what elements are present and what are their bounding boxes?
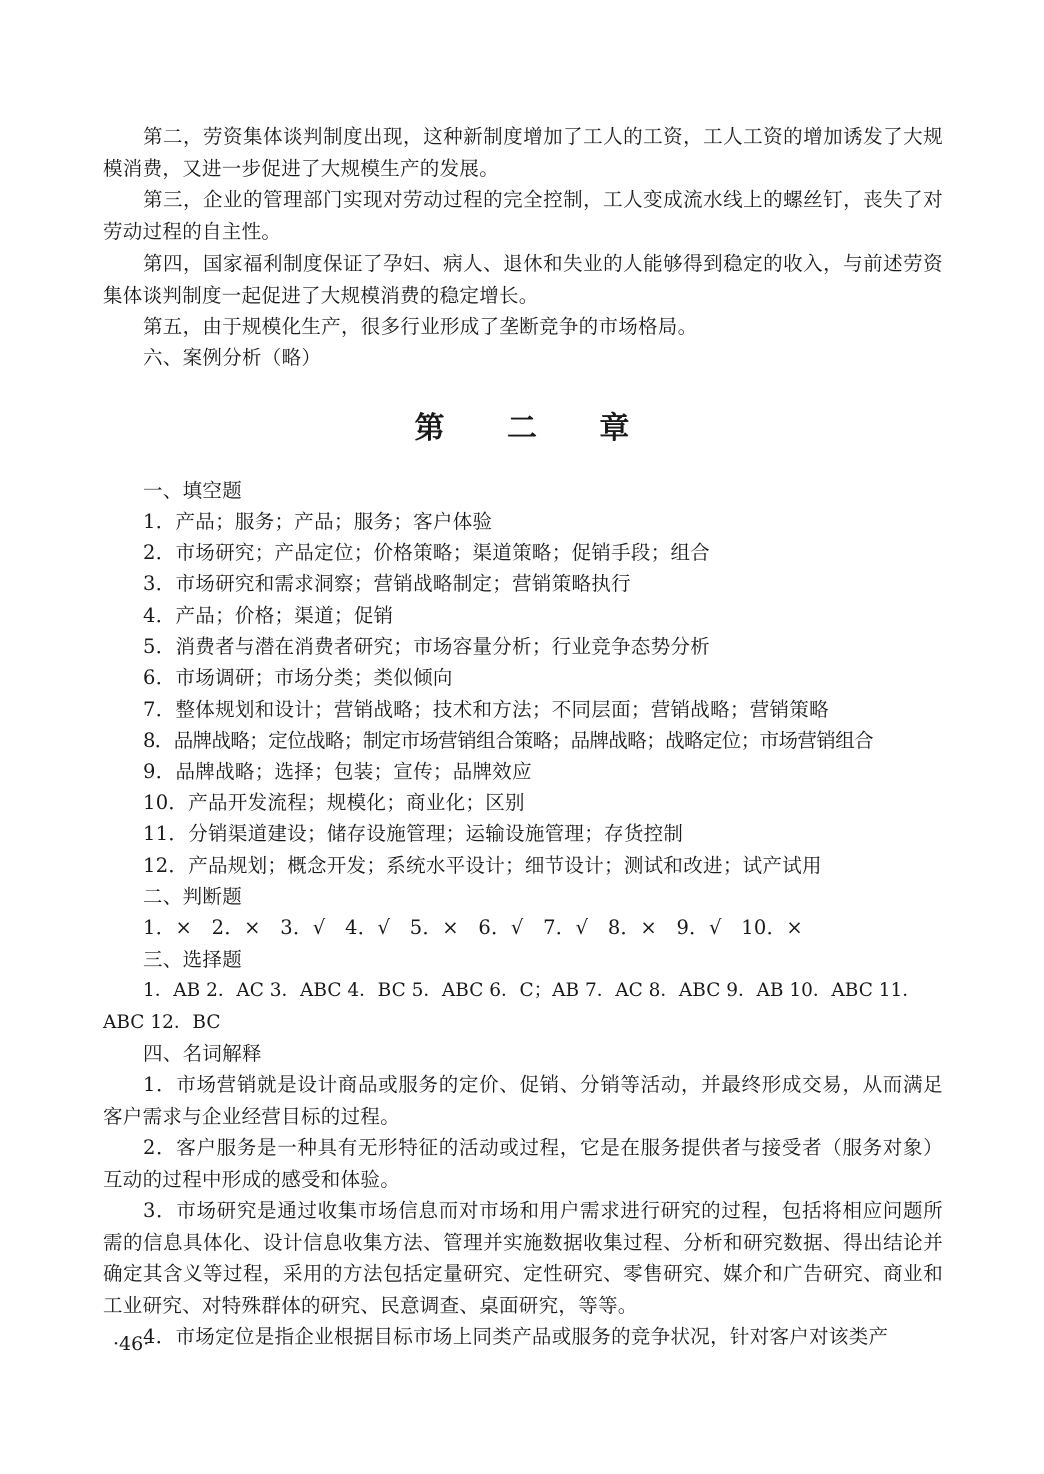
- multiple-choice-heading: 三、选择题: [143, 948, 243, 971]
- page-number: ·46·: [113, 1333, 150, 1355]
- fill-blank-item-10: 10．产品开发流程；规模化；商业化；区别: [143, 791, 525, 814]
- definition-1: 1．市场营销就是设计商品或服务的定价、促销、分销等活动，并最终形成交易，从而满足客户需求与企业经营目标的过程。: [103, 1073, 943, 1128]
- fill-blank-item-7: 7．整体规划和设计；营销战略；技术和方法；不同层面；营销战略；营销策略: [143, 698, 829, 721]
- fill-blank-item-9: 9．品牌战略；选择；包装；宣传；品牌效应: [143, 760, 532, 783]
- fill-blank-item-1: 1．产品；服务；产品；服务；客户体验: [143, 510, 493, 533]
- fill-blank-item-8: 8．品牌战略；定位战略；制定市场营销组合策略；品牌战略；战略定位；市场营销组合: [143, 729, 874, 752]
- fill-blank-item-2: 2．市场研究；产品定位；价格策略；渠道策略；促销手段；组合: [143, 541, 711, 564]
- multiple-choice-answers: 1．AB 2．AC 3．ABC 4．BC 5．ABC 6．C；AB 7．AC 8．ABC 9．AB 10．ABC 11．ABC 12．BC: [103, 980, 921, 1033]
- fill-blank-item-5: 5．消费者与潜在消费者研究；市场容量分析；行业竞争态势分析: [143, 635, 711, 658]
- chapter-title: 第 二 章: [414, 411, 656, 446]
- true-false-heading: 二、判断题: [143, 885, 243, 908]
- definition-3: 3．市场研究是通过收集市场信息而对市场和用户需求进行研究的过程，包括将相应问题所需的信息具体化、设计信息收集方法、管理并实施数据收集过程、分析和研究数据、得出结论并确定其含义等过程，采用的方法包括定量研究、定性研究、零售研究、媒介和广告研究、商业和工业研究、对特殊群体的研究、民意调查、桌面研究，等等。: [103, 1199, 943, 1317]
- intro-paragraph-2: 第二，劳资集体谈判制度出现，这种新制度增加了工人的工资，工人工资的增加诱发了大规模消费，又进一步促进了大规模生产的发展。: [103, 125, 943, 180]
- true-false-answers: 1．× 2．× 3．√ 4．√ 5．× 6．√ 7．√ 8．× 9．√ 10．×: [143, 916, 804, 939]
- intro-paragraph-4: 第四，国家福利制度保证了孕妇、病人、退休和失业的人能够得到稳定的收入，与前述劳资集体谈判制度一起促进了大规模消费的稳定增长。: [103, 252, 943, 307]
- fill-blank-item-6: 6．市场调研；市场分类；类似倾向: [143, 666, 453, 689]
- intro-paragraph-5: 第五，由于规模化生产，很多行业形成了垄断竞争的市场格局。: [143, 315, 698, 338]
- intro-paragraph-3: 第三，企业的管理部门实现对劳动过程的完全控制，工人变成流水线上的螺丝钉，丧失了对劳动过程的自主性。: [103, 188, 943, 243]
- fill-blank-item-3: 3．市场研究和需求洞察；营销战略制定；营销策略执行: [143, 572, 631, 595]
- definitions-heading: 四、名词解释: [143, 1042, 262, 1065]
- definition-4: 4．市场定位是指企业根据目标市场上同类产品或服务的竞争状况，针对客户对该类产: [143, 1325, 889, 1348]
- fill-blank-heading: 一、填空题: [143, 479, 243, 502]
- case-analysis-line: 六、案例分析（略）: [143, 346, 322, 369]
- definition-2: 2．客户服务是一种具有无形特征的活动或过程，它是在服务提供者与接受者（服务对象）互动的过程中形成的感受和体验。: [103, 1136, 943, 1191]
- fill-blank-item-11: 11．分销渠道建设；储存设施管理；运输设施管理；存货控制: [143, 822, 684, 845]
- fill-blank-item-12: 12．产品规划；概念开发；系统水平设计；细节设计；测试和改进；试产试用: [143, 854, 822, 877]
- fill-blank-item-4: 4．产品；价格；渠道；促销: [143, 604, 394, 627]
